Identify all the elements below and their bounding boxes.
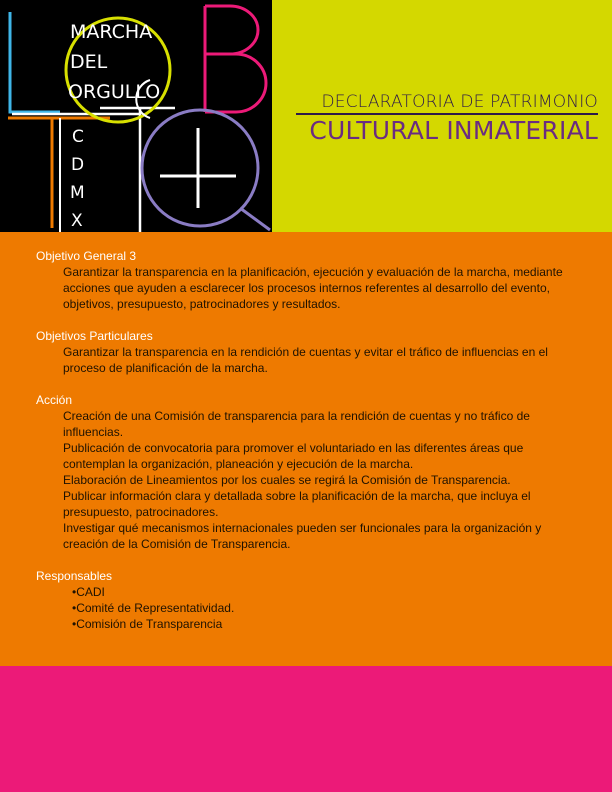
- logo-city-letter-m: M: [70, 183, 85, 203]
- list-item: Investigar qué mecanismos internacionales pueden ser funcionales para la organización y creación de la Comisión de Transparencia.: [63, 521, 542, 551]
- logo-text-line3: ORGULLO: [68, 81, 161, 103]
- section-particular-objectives: [36, 329, 574, 376]
- footer-band: [0, 666, 612, 792]
- section-body: Garantizar la transparencia en la planificación, ejecución y evaluación de la marcha, mediante acciones que ayuden a esclarecer los procesos internos referentes al desarrollo del evento, objetivos, presupuesto, patrocinadores y resultados.: [63, 265, 563, 311]
- logo-city-letter-c: C: [72, 127, 84, 147]
- action-list: [36, 408, 574, 552]
- header-title-line1: DECLARATORIA DE PATRIMONIO: [321, 92, 598, 112]
- logo: [0, 0, 272, 232]
- list-item: Creación de una Comisión de transparencia para la rendición de cuentas y no tráfico de influencias.: [63, 409, 530, 439]
- logo-graphic: [0, 0, 272, 232]
- header-divider: [296, 113, 598, 115]
- header-title-line2: CULTURAL INMATERIAL: [309, 116, 598, 145]
- logo-text-line2: DEL: [70, 51, 108, 73]
- section-responsibles: [36, 569, 574, 632]
- section-heading: Responsables: [36, 569, 113, 583]
- list-item: Elaboración de Lineamientos por los cuales se regirá la Comisión de Transparencia.: [63, 473, 511, 487]
- list-item: •Comité de Representatividad.: [72, 601, 235, 615]
- section-body: Garantizar la transparencia en la rendición de cuentas y evitar el tráfico de influencias en el proceso de planificación de la marcha.: [63, 345, 548, 375]
- section-heading: Objetivo General 3: [36, 249, 137, 263]
- responsibles-list: [36, 584, 574, 632]
- list-item: Publicar información clara y detallada sobre la planificación de la marcha, que incluya el presupuesto, patrocinadores.: [63, 489, 531, 519]
- section-action: [36, 393, 574, 552]
- list-item: Publicación de convocatoria para promover el voluntariado en las diferentes áreas que contemplan la organización, planeación y ejecución de la marcha.: [63, 441, 524, 471]
- section-heading: Acción: [36, 393, 73, 407]
- content-panel: [0, 232, 612, 666]
- header-band: [272, 0, 612, 232]
- logo-text-line1: MARCHA: [70, 21, 153, 43]
- list-item: •Comisión de Transparencia: [72, 617, 223, 631]
- list-item: •CADI: [72, 585, 105, 599]
- section-general-objective: [36, 249, 574, 312]
- section-heading: Objetivos Particulares: [36, 329, 153, 343]
- logo-city-letter-d: D: [71, 155, 85, 175]
- logo-city-letter-x: X: [71, 211, 83, 231]
